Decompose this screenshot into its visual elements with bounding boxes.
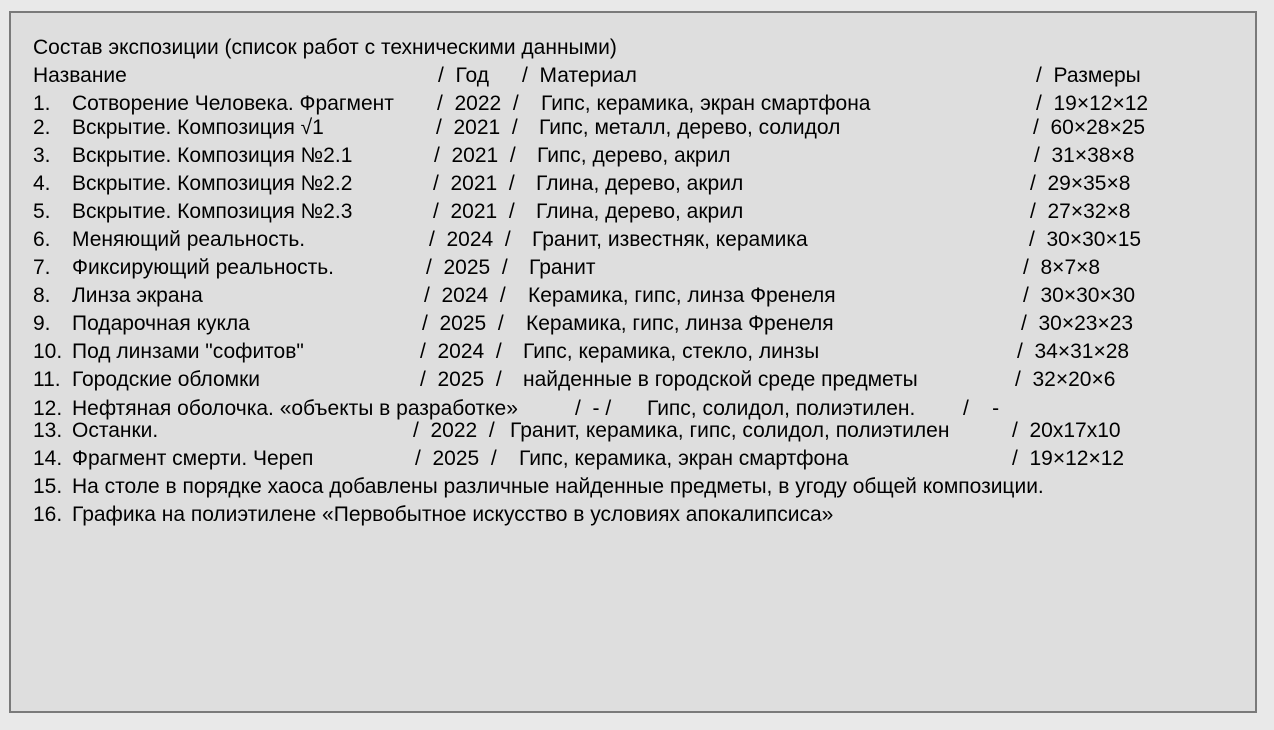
header-year: / Год	[438, 64, 489, 87]
item-material: Гипс, металл, дерево, солидол	[539, 116, 841, 139]
item-name: Фиксирующий реальность.	[72, 256, 335, 279]
note-text: На столе в порядке хаоса добавлены различные найденные предметы, в угоду общей композиции.	[72, 475, 1044, 498]
item-year: / 2024 /	[424, 284, 506, 307]
item-name: Под линзами "софитов"	[72, 340, 304, 363]
item-material: Гипс, керамика, экран смартфона	[519, 447, 849, 470]
item-number: 12.	[33, 397, 63, 420]
page-title: Состав экспозиции (список работ с техническими данными)	[33, 36, 617, 59]
item-year: / 2024 /	[429, 228, 511, 251]
item-size: / 30×23×23	[1021, 312, 1134, 335]
item-material: Гипс, дерево, акрил	[537, 144, 731, 167]
item-material: Глина, дерево, акрил	[536, 200, 744, 223]
header-size: / Размеры	[1036, 64, 1141, 87]
item-number: 1.	[33, 92, 51, 115]
item-number: 13.	[33, 419, 63, 442]
item-number: 14.	[33, 447, 63, 470]
item-number: 9.	[33, 312, 51, 335]
item-size: / 20x17x10	[1012, 419, 1121, 442]
item-size: / 19×12×12	[1012, 447, 1125, 470]
item-size: / 19×12×12	[1036, 92, 1149, 115]
item-name: Вскрытие. Композиция №2.1	[72, 144, 353, 167]
item-name: Линза экрана	[72, 284, 203, 307]
item-material: Гипс, керамика, экран смартфона	[541, 92, 871, 115]
item-material: Гипс, солидол, полиэтилен.	[647, 397, 916, 420]
item-year: / 2025 /	[415, 447, 497, 470]
item-material: Глина, дерево, акрил	[536, 172, 744, 195]
item-size: / 30×30×30	[1023, 284, 1136, 307]
note-text: Графика на полиэтилене «Первобытное искусство в условиях апокалипсиса»	[72, 503, 834, 526]
item-number: 3.	[33, 144, 51, 167]
item-name: Вскрытие. Композиция №2.2	[72, 172, 353, 195]
item-number: 5.	[33, 200, 51, 223]
item-material: Гранит	[529, 256, 596, 279]
item-size: / 30×30×15	[1029, 228, 1142, 251]
item-name: Нефтяная оболочка. «объекты в разработке»	[72, 397, 518, 420]
item-number: 10.	[33, 340, 63, 363]
item-year: / 2021 /	[434, 144, 516, 167]
item-name: Останки.	[72, 419, 159, 442]
item-year: / - /	[575, 397, 612, 420]
item-name: Вскрытие. Композиция №2.3	[72, 200, 353, 223]
note-number: 16.	[33, 503, 63, 526]
note-number: 15.	[33, 475, 63, 498]
item-material: Гранит, известняк, керамика	[532, 228, 808, 251]
item-number: 2.	[33, 116, 51, 139]
item-name: Меняющий реальность.	[72, 228, 306, 251]
item-number: 6.	[33, 228, 51, 251]
item-material: Гипс, керамика, стекло, линзы	[523, 340, 820, 363]
item-size: / 8×7×8	[1023, 256, 1101, 279]
header-material: / Материал	[522, 64, 637, 87]
item-year: / 2021 /	[436, 116, 518, 139]
item-name: Фрагмент смерти. Череп	[72, 447, 314, 470]
item-year: / 2025 /	[420, 368, 502, 391]
item-number: 8.	[33, 284, 51, 307]
item-material: Гранит, керамика, гипс, солидол, полиэтилен	[510, 419, 950, 442]
item-year: / 2024 /	[420, 340, 502, 363]
item-material: Керамика, гипс, линза Френеля	[528, 284, 836, 307]
item-year: / 2025 /	[422, 312, 504, 335]
item-size: / 34×31×28	[1017, 340, 1130, 363]
item-year: / 2022 /	[413, 419, 495, 442]
item-material: найденные в городской среде предметы	[523, 368, 918, 391]
item-year: / 2025 /	[426, 256, 508, 279]
item-name: Подарочная кукла	[72, 312, 250, 335]
item-size: / 60×28×25	[1033, 116, 1146, 139]
item-year: / 2022 /	[437, 92, 519, 115]
item-size: / 31×38×8	[1034, 144, 1135, 167]
item-number: 7.	[33, 256, 51, 279]
item-year: / 2021 /	[433, 172, 515, 195]
item-size: / 27×32×8	[1030, 200, 1131, 223]
item-size: / 32×20×6	[1015, 368, 1116, 391]
item-size: / 29×35×8	[1030, 172, 1131, 195]
item-name: Сотворение Человека. Фрагмент	[72, 92, 394, 115]
item-name: Городские обломки	[72, 368, 261, 391]
item-name: Вскрытие. Композиция √1	[72, 116, 324, 139]
item-material: Керамика, гипс, линза Френеля	[526, 312, 834, 335]
item-number: 4.	[33, 172, 51, 195]
header-name: Название	[33, 64, 127, 87]
item-year: / 2021 /	[433, 200, 515, 223]
item-size: / -	[963, 397, 1000, 420]
item-number: 11.	[33, 368, 61, 391]
